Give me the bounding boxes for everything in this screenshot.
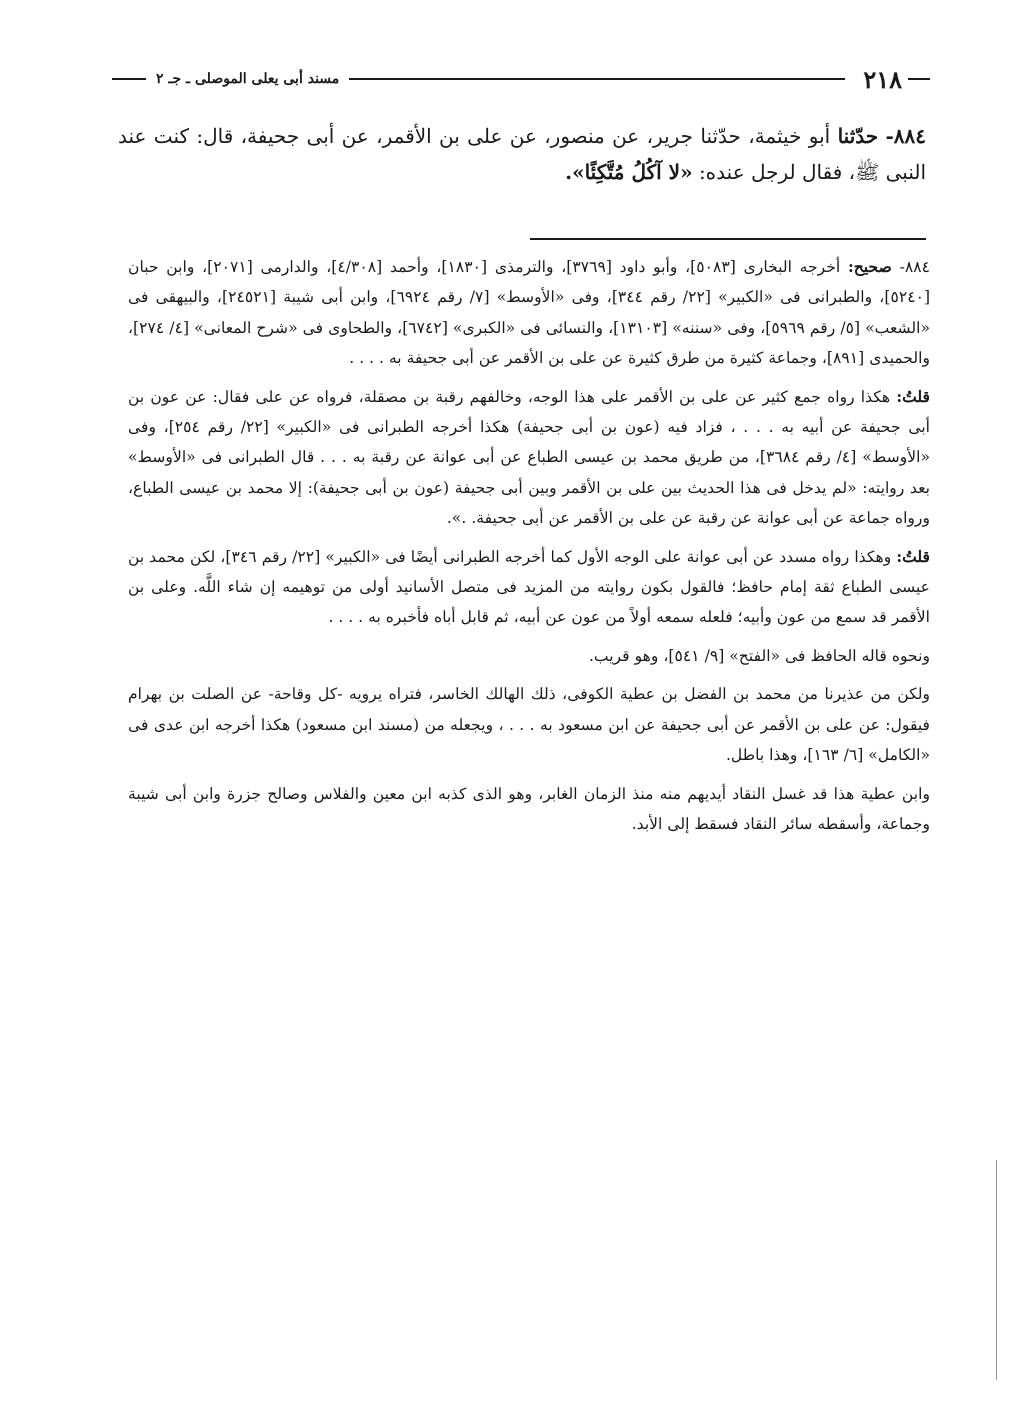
book-title: مسند أبى يعلى الموصلى ـ جـ ٢ [156,71,340,87]
footnote-paragraph-3: ونحوه قاله الحافظ فى «الفتح» [٩/ ٥٤١]، وهو قريب. [588,646,930,665]
footnote-separator [530,238,926,240]
margin-line [996,1160,997,1380]
paragraph-2-text: وهكذا رواه مسدد عن أبى عوانة على الوجه الأول كما أخرجه الطبرانى أيضًا فى «الكبير» [٢٢/ رقم ٣٤٦]، لكن محمد بن عيسى الطباع ثقة إمام حافظ؛ فالقول بكون روايته من المزيد فى متصل الأسانيد أولى من توهيمه إن شاء اللَّه. وعلى بن الأقمر قد سمع من عون وأبيه؛ فلعله سمعه أولاً من عون عن أبيه، ثم قابل أباه فأخبره به . . . . [128,547,930,627]
footnote-paragraph-1 [128,382,930,534]
footnote-takhrij [128,252,930,374]
footnote-paragraph-5: وابن عطية هذا قد غسل النقاد أيديهم منه منذ الزمان الغابر، وهو الذى كذبه ابن معين والفلاس وصالح جزرة وابن أبى شيبة وجماعة، وأسقطه سائر النقاد فسقط إلى الأبد. [128,784,930,833]
footnote-paragraph-4: ولكن من عذيرنا من محمد بن الفضل بن عطية الكوفى، ذلك الهالك الخاسر، فتراه يرويه -كل وقاحة- عن الصلت بن بهرام فيقول: عن على بن الأقمر عن أبى جحيفة عن ابن مسعود به . . . ، ويجعله من (مسند ابن مسعود) هكذا أخرجه ابن عدى فى «الكامل» [٦/ ١٦٣]، وهذا باطل. [128,685,930,765]
qultu-label: قلتُ: [896,386,930,406]
paragraph-1-text: هكذا رواه جمع كثير عن على بن الأقمر على هذا الوجه، وخالفهم رقبة بن مصقلة، فرواه عن على فقال: عن عون بن أبى جحيفة عن أبيه به . . . ، فزاد فيه (عون بن أبى جحيفة) هكذا أخرجه الطبرانى فى «الكبير» [٢٢/ رقم ٢٥٤]، وفى «الأوسط» [٤/ رقم ٣٦٨٤]، من طريق محمد بن عيسى الطباع عن أبى عوانة عن رقبة به . . . قال الطبرانى فى «الأوسط» بعد روايته: «لم يدخل فى هذا الحديث بين على بن الأقمر وبين أبى جحيفة (عون بن أبى جحيفة): إلا محمد بن عيسى الطباع، ورواه جماعة عن أبى عوانة عن رقبة عن على بن الأقمر عن أبى جحيفة. .». [128,387,930,528]
hadith-text [118,118,926,190]
footnote-paragraph-2 [128,542,930,633]
footnote-ref: ٨٨٤- [899,258,930,276]
footnotes [128,252,930,847]
hadith-body: أبو خيثمة، حدّثنا جرير، عن منصور، عن على بن الأقمر، عن أبى جحيفة، قال: كنت عند النبى ﷺ، فقال لرجل عنده: [118,124,926,184]
header-rule [349,78,845,80]
hadith-number: ٨٨٤- [885,124,927,148]
header-dash-left [112,78,146,80]
page-number: ٢١٨ [863,64,902,94]
header-dash-right [908,78,930,80]
takhrij-text: أخرجه البخارى [٥٠٨٣]، وأبو داود [٣٧٦٩]، والترمذى [١٨٣٠]، وأحمد [٤/٣٠٨]، والدارمى [٢٠٧١]، وابن حبان [٥٢٤٠]، والطبرانى فى «الكبير» [٢٢/ رقم ٣٤٤]، وفى «الأوسط» [٧/ رقم ٦٩٢٤]، وابن أبى شيبة [٢٤٥٢١]، والبيهقى فى «الشعب» [٥/ رقم ٥٩٦٩]، وفى «سننه» [١٣١٠٣]، والنسائى فى «الكبرى» [٦٧٤٢]، والطحاوى فى «شرح المعانى» [٤/ ٢٧٤]، والحميدى [٨٩١]، وجماعة كثيرة من طرق كثيرة عن على بن الأقمر عن أبى جحيفة به . . . . [128,258,931,368]
prophetic-saying: «لا آكُلُ مُتَّكِئًا». [565,160,693,184]
running-header [112,62,930,96]
qultu-label: قلتُ: [896,546,931,566]
hadith-lead-word: حدّثنا [837,124,879,148]
grading-label: صحيح: [847,257,892,276]
